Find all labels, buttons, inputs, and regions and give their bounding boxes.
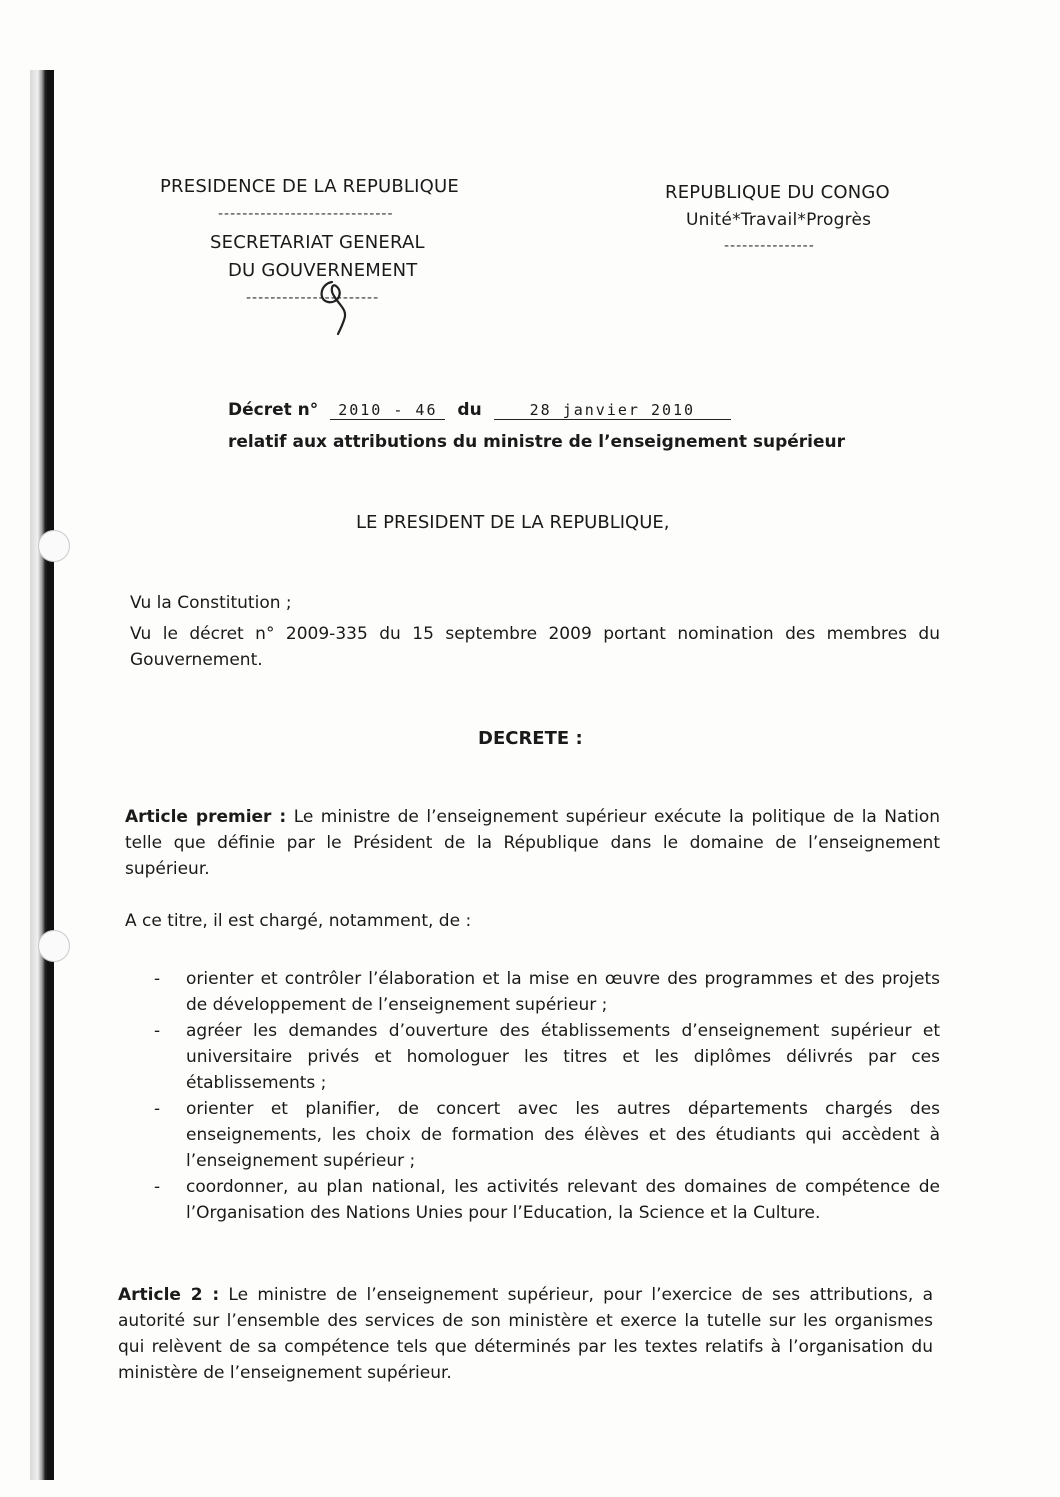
decree-number: 2010 - 46 bbox=[330, 401, 445, 420]
header-motto: Unité*Travail*Progrès bbox=[686, 210, 872, 230]
article-premier-paragraph bbox=[125, 804, 940, 882]
header-presidence: PRESIDENCE DE LA REPUBLIQUE bbox=[160, 176, 459, 197]
header-republique-congo: REPUBLIQUE DU CONGO bbox=[665, 182, 890, 203]
decree-subject: relatif aux attributions du ministre de l’enseignement supérieur bbox=[228, 432, 846, 452]
list-item bbox=[150, 1174, 940, 1226]
bullet-mark: - bbox=[154, 1177, 161, 1197]
list-item bbox=[150, 966, 940, 1018]
bullet-mark: - bbox=[154, 1099, 161, 1119]
visa-decret: Vu le décret n° 2009-335 du 15 septembre 2009 portant nomination des membres du Gouvernement. bbox=[130, 624, 940, 670]
handwritten-initial-icon bbox=[310, 276, 360, 336]
header-gouvernement: DU GOUVERNEMENT bbox=[228, 260, 418, 281]
article-premier-intro: A ce titre, il est chargé, notamment, de : bbox=[125, 911, 472, 931]
header-right-separator: --------------- bbox=[724, 238, 815, 254]
list-item bbox=[150, 1096, 940, 1174]
header-left-separator-2: ---------------------- bbox=[246, 290, 380, 306]
list-item-text: coordonner, au plan national, les activités relevant des domaines de compétence de l’Organisation des Nations Unies pour l’Education, la Science et la Culture. bbox=[186, 1177, 940, 1223]
list-item-text: orienter et contrôler l’élaboration et la mise en œuvre des programmes et des projets de développement de l’enseignement supérieur ; bbox=[186, 969, 940, 1015]
decree-du: du bbox=[457, 400, 482, 420]
article-2-text: Le ministre de l’enseignement supérieur, pour l’exercice de ses attributions, a autorité sur l’ensemble des services de son ministère et exerce la tutelle sur les organismes qui relèvent de sa compétence tels que déterminés par les textes relatifs à l’organisation du ministère de l’enseignement supérieur. bbox=[118, 1285, 933, 1383]
decree-prefix: Décret n° bbox=[228, 400, 319, 420]
list-item bbox=[150, 1018, 940, 1096]
bullet-mark: - bbox=[154, 969, 161, 989]
scan-binding-shadow bbox=[47, 70, 54, 1480]
decree-date: 28 janvier 2010 bbox=[494, 401, 731, 420]
article-2-label: Article 2 : bbox=[118, 1285, 220, 1305]
list-item-text: agréer les demandes d’ouverture des établissements d’enseignement supérieur et universitaire privés et homologuer les titres et les diplômes délivrés par ces établissements ; bbox=[186, 1021, 940, 1093]
decrete-heading: DECRETE : bbox=[478, 728, 583, 749]
punch-hole-top bbox=[38, 530, 70, 562]
article-2-paragraph bbox=[118, 1282, 933, 1386]
header-secretariat: SECRETARIAT GENERAL bbox=[210, 232, 425, 253]
president-heading: LE PRESIDENT DE LA REPUBLIQUE, bbox=[356, 512, 670, 533]
visa-constitution: Vu la Constitution ; bbox=[130, 593, 292, 613]
article-premier-label: Article premier : bbox=[125, 807, 287, 827]
attributions-list bbox=[150, 966, 940, 1226]
header-left-separator-1: ----------------------------- bbox=[218, 206, 394, 222]
punch-hole-bottom bbox=[38, 930, 70, 962]
list-item-text: orienter et planifier, de concert avec les autres départements chargés des enseignements, les choix de formation des élèves et des étudiants qui accèdent à l’enseignement supérieur ; bbox=[186, 1099, 940, 1171]
bullet-mark: - bbox=[154, 1021, 161, 1041]
decree-title-line bbox=[228, 400, 731, 420]
article-premier-text: Le ministre de l’enseignement supérieur exécute la politique de la Nation telle que définie par le Président de la République dans le domaine de l’enseignement supérieur. bbox=[125, 807, 940, 879]
